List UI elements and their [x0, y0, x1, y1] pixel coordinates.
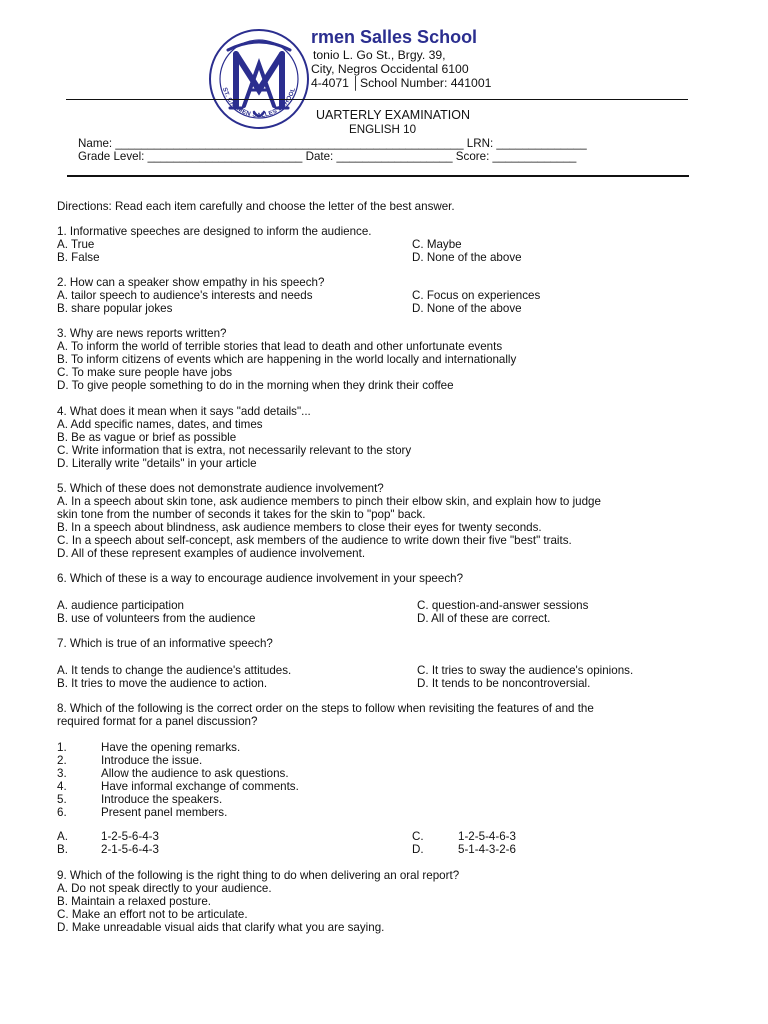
q8-option-d-letter: D.	[412, 843, 424, 856]
q8-option-a: 1-2-5-6-4-3	[101, 830, 159, 843]
q5-option-a-cont: skin tone from the number of seconds it takes for the skin to "pop" back.	[57, 508, 426, 521]
q4-option-d: D. Literally write "details" in your article	[57, 457, 257, 470]
q8-step-number: 2.	[57, 754, 67, 767]
header-divider	[66, 99, 688, 100]
q9-option-d: D. Make unreadable visual aids that clarify what you are saying.	[57, 921, 385, 934]
q2-option-d: D. None of the above	[412, 302, 522, 315]
q8-step-text: Allow the audience to ask questions.	[101, 767, 289, 780]
q7-option-c: C. It tries to sway the audience's opinions.	[417, 664, 634, 677]
q8-step-number: 3.	[57, 767, 67, 780]
logo-ring-text: ST. CARMEN SALLES SCHOOL	[220, 86, 298, 120]
q8-step-number: 6.	[57, 806, 67, 819]
q2-option-c: C. Focus on experiences	[412, 289, 541, 302]
subject: ENGLISH 10	[349, 123, 417, 136]
contact-line: 4-4071 │School Number: 441001	[311, 76, 492, 90]
q8-step-text: Have informal exchange of comments.	[101, 780, 299, 793]
q6-option-a: A. audience participation	[57, 599, 184, 612]
q6-option-d: D. All of these are correct.	[417, 612, 551, 625]
q8-step-text: Present panel members.	[101, 806, 228, 819]
q7-option-b: B. It tries to move the audience to action.	[57, 677, 268, 690]
q3-option-a: A. To inform the world of terrible stories that lead to death and other unfortunate events	[57, 340, 503, 353]
q1-option-c: C. Maybe	[412, 238, 462, 251]
q8-option-b: 2-1-5-6-4-3	[101, 843, 159, 856]
q2-option-b: B. share popular jokes	[57, 302, 173, 315]
q5-option-b: B. In a speech about blindness, ask audience members to close their eyes for twenty seconds.	[57, 521, 542, 534]
question-5: 5. Which of these does not demonstrate audience involvement?	[57, 482, 384, 495]
q2-option-a: A. tailor speech to audience's interests and needs	[57, 289, 313, 302]
question-3: 3. Why are news reports written?	[57, 327, 227, 340]
q8-option-c: 1-2-5-4-6-3	[458, 830, 516, 843]
q1-option-a: A. True	[57, 238, 95, 251]
q4-option-c: C. Write information that is extra, not necessarily relevant to the story	[57, 444, 412, 457]
q1-option-d: D. None of the above	[412, 251, 522, 264]
q6-option-c: C. question-and-answer sessions	[417, 599, 589, 612]
question-6: 6. Which of these is a way to encourage audience involvement in your speech?	[57, 572, 464, 585]
question-9: 9. Which of the following is the right thing to do when delivering an oral report?	[57, 869, 460, 882]
q8-option-a-letter: A.	[57, 830, 68, 843]
q8-step-number: 5.	[57, 793, 67, 806]
question-1: 1. Informative speeches are designed to inform the audience.	[57, 225, 372, 238]
q4-option-a: A. Add specific names, dates, and times	[57, 418, 263, 431]
q8-step-text: Introduce the speakers.	[101, 793, 223, 806]
q5-option-a: A. In a speech about skin tone, ask audience members to pinch their elbow skin, and explain how to judge	[57, 495, 601, 508]
q5-option-c: C. In a speech about self-concept, ask members of the audience to write down their five "best" traits.	[57, 534, 572, 547]
grade-date-score-line: Grade Level: ________________________ Date: __________________ Score: _____________	[78, 150, 577, 163]
q1-option-b: B. False	[57, 251, 100, 264]
q3-option-b: B. To inform citizens of events which are happening in the world locally and internationally	[57, 353, 517, 366]
q9-option-a: A. Do not speak directly to your audience.	[57, 882, 272, 895]
q4-option-b: B. Be as vague or brief as possible	[57, 431, 237, 444]
q7-option-d: D. It tends to be noncontroversial.	[417, 677, 591, 690]
address-line-2: City, Negros Occidental 6100	[311, 62, 469, 76]
q8-step-text: Introduce the issue.	[101, 754, 203, 767]
q3-option-d: D. To give people something to do in the morning when they drink their coffee	[57, 379, 454, 392]
q8-step-number: 4.	[57, 780, 67, 793]
question-4: 4. What does it mean when it says "add details"...	[57, 405, 311, 418]
q8-option-d: 5-1-4-3-2-6	[458, 843, 516, 856]
exam-title: UARTERLY EXAMINATION	[316, 108, 470, 122]
question-8: 8. Which of the following is the correct order on the steps to follow when revisiting the features of and the	[57, 702, 594, 715]
school-name: rmen Salles School	[311, 27, 478, 47]
name-lrn-line: Name: ______________________________________________________ LRN: ______________	[78, 137, 587, 150]
q9-option-c: C. Make an effort not to be articulate.	[57, 908, 248, 921]
q8-step-number: 1.	[57, 741, 67, 754]
q7-option-a: A. It tends to change the audience's attitudes.	[57, 664, 292, 677]
q6-option-b: B. use of volunteers from the audience	[57, 612, 256, 625]
question-2: 2. How can a speaker show empathy in his speech?	[57, 276, 325, 289]
school-logo	[208, 28, 310, 130]
q5-option-d: D. All of these represent examples of audience involvement.	[57, 547, 366, 560]
address-line-1: tonio L. Go St., Brgy. 39,	[313, 48, 446, 62]
form-divider	[67, 175, 689, 177]
q8-option-b-letter: B.	[57, 843, 68, 856]
question-8-cont: required format for a panel discussion?	[57, 715, 258, 728]
q8-option-c-letter: C.	[412, 830, 424, 843]
q3-option-c: C. To make sure people have jobs	[57, 366, 233, 379]
q9-option-b: B. Maintain a relaxed posture.	[57, 895, 212, 908]
question-7: 7. Which is true of an informative speech?	[57, 637, 273, 650]
q8-step-text: Have the opening remarks.	[101, 741, 241, 754]
directions: Directions: Read each item carefully and choose the letter of the best answer.	[57, 200, 455, 213]
